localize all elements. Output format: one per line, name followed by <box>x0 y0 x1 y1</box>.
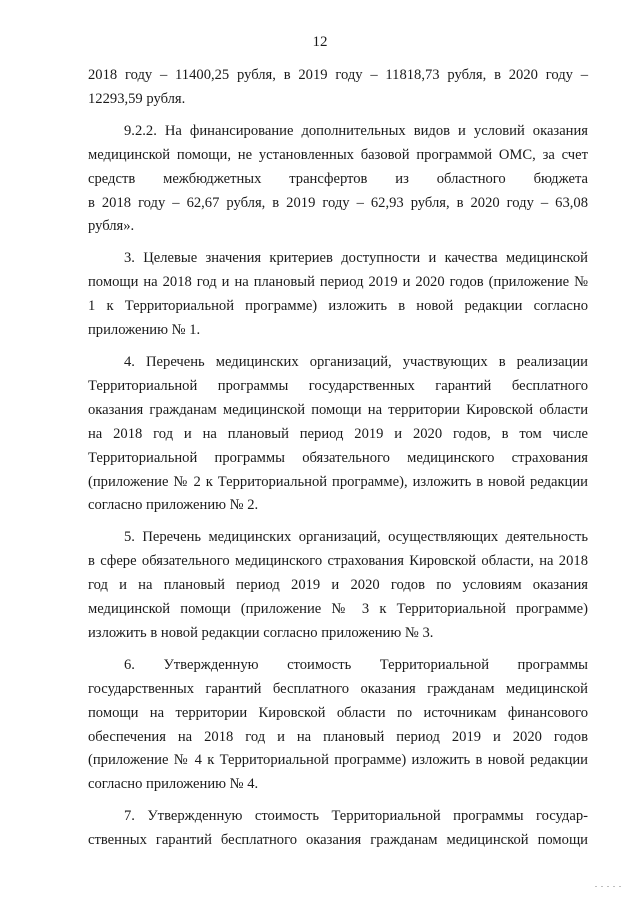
scan-artifact: . . . . . <box>595 880 622 889</box>
text-line: 4. Перечень медицинских организаций, участвующих в реализации <box>124 353 588 370</box>
text-line: изложить в новой редакции согласно приложению № 3. <box>88 624 434 641</box>
text-line: Территориальной программы обязательного медицинского страхования <box>88 449 588 466</box>
text-line: 1 к Территориальной программе) изложить в новой редакции согласно <box>88 298 588 315</box>
page-number: 12 <box>312 34 328 50</box>
text-line: средств межбюджетных трансфертов из областного бюджета <box>88 170 588 187</box>
document-body <box>88 64 588 853</box>
paragraph-p-3 <box>88 247 588 343</box>
paragraph-p-cont <box>88 64 588 112</box>
text-line: 3. Целевые значения критериев доступности и качества медицинской <box>124 250 588 267</box>
text-line: год и на плановый период 2019 и 2020 годов по условиям оказания <box>88 577 588 594</box>
text-line: помощи на 2018 год и на плановый период 2019 и 2020 годов (приложение № <box>88 274 588 291</box>
text-line: (приложение № 4 к Территориальной программе) изложить в новой редакции <box>88 752 588 769</box>
text-line: Территориальной программы государственных гарантий бесплатного <box>88 377 588 394</box>
text-line: рубля». <box>88 218 135 235</box>
text-line: приложению № 1. <box>88 322 201 339</box>
text-line: ственных гарантий бесплатного оказания гражданам медицинской помощи <box>88 832 588 849</box>
paragraph-p-9-2-2 <box>88 120 588 240</box>
text-line: государственных гарантий бесплатного оказания гражданам медицинской <box>88 680 588 697</box>
text-line: 12293,59 рубля. <box>88 90 186 107</box>
text-line: согласно приложению № 4. <box>88 776 259 793</box>
text-line: согласно приложению № 2. <box>88 497 259 514</box>
text-line: в 2018 году – 62,67 рубля, в 2019 году – 62,93 рубля, в 2020 году – 63,08 <box>88 194 588 211</box>
text-line: на 2018 год и на плановый период 2019 и 2020 годов, в том числе <box>88 425 588 442</box>
paragraph-p-7 <box>88 805 588 853</box>
text-line: медицинской помощи, не установленных базовой программой ОМС, за счет <box>88 146 588 163</box>
text-line: (приложение № 2 к Территориальной программе), изложить в новой редакции <box>88 473 588 490</box>
text-line: оказания гражданам медицинской помощи на территории Кировской области <box>88 401 588 418</box>
text-line: в сфере обязательного медицинского страхования Кировской области, на 2018 <box>88 553 588 570</box>
paragraph-p-6 <box>88 654 588 797</box>
text-line: медицинской помощи (приложение № 3 к Территориальной программе) <box>88 601 588 618</box>
text-line: 7. Утвержденную стоимость Территориальной программы государ- <box>124 808 588 825</box>
text-line: 6. Утвержденную стоимость Территориальной программы <box>124 656 588 673</box>
text-line: 9.2.2. На финансирование дополнительных видов и условий оказания <box>124 122 588 139</box>
text-line: помощи на территории Кировской области по источникам финансового <box>88 704 588 721</box>
text-line: 5. Перечень медицинских организаций, осуществляющих деятельность <box>124 529 588 546</box>
paragraph-p-4 <box>88 351 588 518</box>
text-line: обеспечения на 2018 год и на плановый период 2019 и 2020 годов <box>88 728 588 745</box>
text-line: 2018 году – 11400,25 рубля, в 2019 году – 11818,73 рубля, в 2020 году – <box>88 67 588 83</box>
paragraph-p-5 <box>88 526 588 646</box>
